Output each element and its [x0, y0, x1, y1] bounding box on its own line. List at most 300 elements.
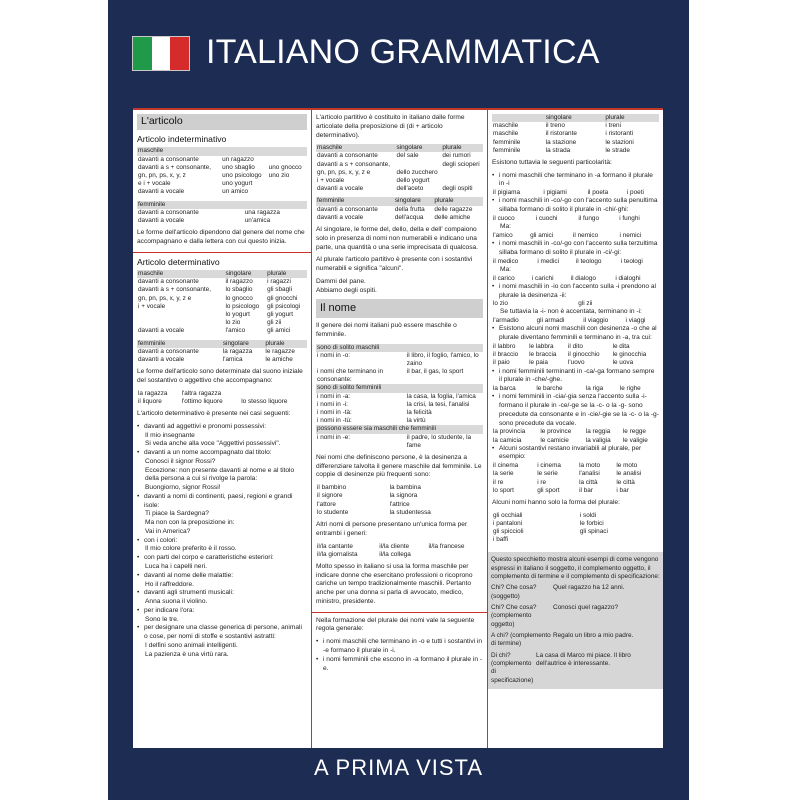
table-cell: la moto — [579, 462, 601, 470]
table-row — [137, 188, 307, 196]
complementi-example: Quel ragazzo ha 12 anni. — [553, 584, 625, 592]
table-cell: i cinema — [537, 462, 561, 470]
example-line: Si veda anche alla voce "Aggettivi possessivi". — [145, 440, 281, 448]
table-row — [492, 470, 659, 478]
table-row — [137, 319, 307, 327]
subheading-determinativo: Articolo determinativo — [137, 256, 220, 267]
table-cell: la riga — [585, 385, 604, 393]
complementi-question: Di chi? (complemento di specificazione) — [491, 651, 534, 684]
table-header-row — [316, 425, 483, 433]
table-cell — [441, 169, 483, 177]
table-row — [137, 217, 307, 225]
table-row — [492, 258, 659, 266]
table-indet-fem — [137, 201, 307, 226]
bullet-item: • i nomi maschili che terminano in -o e tutti i sostantivi in -e formano il plurale in -i. — [316, 638, 483, 656]
table-cell: femminile — [493, 146, 521, 154]
table-row — [137, 209, 307, 217]
table-cell — [492, 114, 545, 122]
table-cell: davanti a s + consonante, — [317, 160, 391, 168]
example-line: Dammi del pane. — [316, 277, 366, 285]
table-cell: le valigie — [622, 436, 648, 444]
table-cell: plurale — [264, 340, 307, 348]
table-header-row — [316, 144, 483, 152]
table-cell: l'altra ragazza — [181, 389, 222, 397]
solo-plural-intro: Alcuni nomi hanno solo la forma del plurale: — [492, 498, 620, 506]
note-det-usage: L'articolo determinativo è presente nei casi seguenti: — [137, 409, 291, 417]
example-line: Vai in America? — [145, 527, 191, 535]
table-row — [137, 286, 307, 294]
table-cell: gli armadi — [536, 317, 565, 325]
table-row — [492, 536, 659, 544]
italian-flag-icon — [132, 36, 190, 71]
table-cell: l'analisi — [579, 470, 600, 478]
note-det: Le forme dell'articolo sono determinate dal suono iniziale del sostantivo o aggettivo che accompagnano: — [137, 368, 303, 384]
table-cell: davanti a consonante — [138, 347, 199, 355]
divider — [133, 252, 311, 253]
table-cell: la crisi, la tesi, l'analisi — [406, 400, 470, 408]
table-row — [137, 180, 307, 188]
table-cell: il ginocchio — [568, 351, 600, 359]
table-cell: una ragazza — [244, 208, 280, 216]
complementi-question: Chi? Che cosa? (soggetto) — [491, 584, 537, 600]
column-articolo — [133, 110, 312, 748]
complementi-row — [491, 652, 660, 685]
table-cell: il re — [493, 478, 504, 486]
bullet-item: • i nomi maschili in -co/-go con l'accento sulla terzultima sillaba formano di solito il plurale in -ci/-gi: — [492, 240, 659, 258]
table-cell: l'attrice — [389, 500, 410, 508]
table-unica-pairs — [316, 543, 483, 559]
table-cell: la città — [579, 478, 598, 486]
table-header-row — [137, 147, 307, 155]
table-cell: gli amici — [530, 231, 554, 239]
table-cell: i viaggi — [625, 317, 646, 325]
table-row — [316, 185, 483, 193]
table-cell: la strada — [545, 146, 571, 154]
bullet-item: • con parti del corpo e caratteristiche esteriori: — [137, 554, 307, 563]
table-cell: il teologo — [575, 257, 602, 265]
bullet-item: • per designare una classe generica di persone, animali o cose, per nomi di stoffe e sostantivi astratti: — [137, 624, 307, 642]
table-row — [316, 206, 483, 214]
table-cell: i soldi — [579, 511, 597, 519]
complementi-row — [491, 632, 660, 649]
table-cell: la serie — [493, 470, 514, 478]
table-cell: le province — [540, 428, 572, 436]
table-cell: il braccio — [493, 351, 519, 359]
table-cell: uno psicologo — [222, 171, 262, 179]
table-row — [137, 303, 307, 311]
table-plurale-top — [492, 114, 659, 155]
table-cell: gli spiccioli — [493, 528, 524, 536]
table-cell: lo gnocco — [225, 294, 253, 302]
table-cell: singolare — [222, 340, 265, 348]
table-cell: i nomi in -a: — [317, 392, 351, 400]
complementi-example: Conosci quel ragazzo? — [553, 604, 619, 612]
table-row — [316, 214, 483, 222]
example-table — [492, 343, 659, 368]
table-cell: lo zio — [225, 319, 241, 327]
complementi-example: La casa di Marco mi piace. Il libro dell'autrice è interessante. — [536, 651, 631, 668]
table-row — [492, 122, 659, 130]
table-cell: femminile — [316, 197, 394, 205]
example-line: Anna suona il violino. — [145, 598, 208, 606]
table-cell: lo zio — [493, 300, 508, 308]
table-cell: il ristorante — [545, 130, 577, 138]
table-cell: il fungo — [578, 214, 600, 222]
table-row — [492, 520, 659, 528]
table-cell: davanti a vocale — [138, 327, 185, 335]
divider — [312, 612, 487, 613]
table-cell — [137, 319, 224, 327]
example-line: Luca ha i capelli neri. — [145, 563, 207, 570]
table-cell: il/la cantante — [317, 542, 353, 550]
table-cell — [268, 156, 307, 164]
complementi-row — [491, 604, 660, 629]
table-cell: il libro, il foglio, l'amico, lo zaino — [406, 351, 479, 367]
flag-white-stripe — [152, 37, 171, 70]
table-cell: la provincia — [493, 428, 526, 436]
table-row — [316, 417, 483, 425]
table-cell: il signore — [317, 492, 343, 500]
example-line: Ti piace la Sardegna? — [145, 510, 209, 518]
bullet-item: • i nomi maschili in -io con l'accento sulla -i prendono al plurale la desinenza -ii: — [492, 283, 659, 301]
table-row — [316, 484, 483, 492]
table-cell: dell'aceto — [396, 185, 424, 193]
content-panel — [133, 108, 663, 748]
partitivo-note-1: Al singolare, le forme del, dello, della e dell' compaiono solo in presenza di nomi non numerabili e indicano una parte, una quantità o una serie imprecisata di qualcosa. — [316, 225, 479, 251]
table-cell: delle ragazze — [434, 205, 473, 213]
table-cell: i nomi in -tù: — [317, 417, 352, 425]
table-cell: il treno — [545, 122, 565, 130]
table-cell: i cuochi — [535, 214, 558, 222]
table-row — [137, 327, 307, 335]
table-cell: il dialogo — [570, 274, 596, 282]
table-cell: il viaggio — [583, 317, 609, 325]
table-cell: il liquore — [138, 397, 162, 405]
table-header-row — [137, 340, 307, 348]
table-cell — [268, 180, 307, 188]
complementi-example: Regalo un libro a mio padre. — [553, 632, 634, 640]
example-line: Eccezione: non presente davanti al nome e al titolo della persona a cui si rivolge la parola: — [145, 466, 295, 483]
table-cell: davanti a vocale — [317, 213, 364, 221]
table-cell: davanti a consonante — [317, 152, 378, 160]
table-cell: uno zio — [268, 171, 290, 179]
table-cell: uno yogurt — [222, 180, 253, 188]
table-cell — [268, 147, 307, 155]
table-cell: maschile — [316, 144, 396, 152]
table-row — [137, 356, 307, 364]
table-cell: lo studente — [317, 508, 349, 516]
table-cell: il padre, lo studente, la fame — [406, 433, 472, 449]
table-cell: il/la collega — [379, 550, 411, 558]
section-title-nome: Il nome — [316, 299, 483, 318]
bullet-item: • con i colori: — [137, 537, 307, 546]
table-cell: le strade — [605, 146, 630, 154]
table-cell: il dito — [568, 342, 583, 350]
table-cell: i bar — [616, 486, 629, 494]
table-cell: degli scioperi — [442, 160, 480, 168]
table-cell: gli zii — [267, 319, 282, 327]
complementi-rows — [491, 584, 660, 685]
table-det-examples — [137, 390, 307, 406]
table-cell: e i + vocale — [138, 180, 171, 188]
table-header-row — [316, 344, 483, 352]
table-cell: le stazioni — [605, 138, 634, 146]
table-cell: la stazione — [545, 138, 577, 146]
table-cell: davanti a vocale — [138, 188, 185, 196]
grammar-sheet — [108, 0, 689, 800]
section-title-articolo: L'articolo — [137, 114, 307, 130]
table-row — [137, 348, 307, 356]
table-header-row — [137, 201, 307, 209]
table-cell: lo yogurt — [225, 310, 250, 318]
table-cell: i dialoghi — [615, 274, 641, 282]
table-cell: singolare — [396, 144, 442, 152]
table-row — [316, 169, 483, 177]
table-row — [316, 152, 483, 160]
example-line: La pazienza è una virtù rara. — [145, 650, 229, 658]
table-cell: gli yogurt — [267, 310, 294, 318]
table-cell: gn, pn, ps, x, y, z — [138, 171, 186, 179]
example-line: Abbiamo degli ospiti. — [316, 286, 377, 294]
table-cell: della frutta — [394, 205, 425, 213]
table-cell: possono essere sia maschili che femminili — [316, 425, 483, 433]
table-cell: davanti a vocale — [138, 216, 185, 224]
table-row — [137, 390, 307, 398]
table-cell: le braccia — [529, 351, 557, 359]
column-partitivo-nome — [312, 110, 488, 748]
table-row — [316, 409, 483, 417]
table-row — [137, 295, 307, 303]
bullet-item: • i nomi femminili che escono in -a formano il plurale in -e. — [316, 656, 483, 674]
table-cell: davanti a vocale — [138, 355, 185, 363]
bullet-item: • Alcuni sostantivi restano invariabili al plurale, per esempio: — [492, 445, 659, 463]
table-cell: singolare — [394, 197, 434, 205]
table-row — [492, 528, 659, 536]
table-cell: gli occhiali — [493, 511, 523, 519]
example-table — [492, 215, 659, 223]
table-row — [137, 398, 307, 406]
table-row — [492, 512, 659, 520]
table-row — [137, 156, 307, 164]
table-cell: del sale — [396, 152, 419, 160]
table-cell: il bar — [579, 486, 593, 494]
example-table — [492, 189, 659, 197]
table-row — [492, 232, 659, 240]
table-cell: un ragazzo — [222, 155, 254, 163]
table-row — [137, 172, 307, 180]
complementi-box — [488, 552, 663, 689]
example-table — [492, 232, 659, 240]
table-cell: gli amici — [267, 327, 291, 335]
table-cell: la reggia — [585, 428, 611, 436]
table-solo-plural — [492, 512, 659, 545]
table-row — [492, 275, 659, 283]
table-defin-pairs — [316, 484, 483, 517]
table-cell: gli zii — [578, 300, 593, 308]
example-line: Il mio colore preferito è il rosso. — [145, 545, 237, 553]
example-table — [492, 317, 659, 325]
table-cell: le serie — [537, 470, 558, 478]
table-cell: le analisi — [616, 470, 642, 478]
flag-green-stripe — [133, 37, 152, 70]
table-cell: lo stesso liquore — [241, 397, 288, 405]
bullet-item: • davanti al nome delle malattie: — [137, 572, 307, 581]
table-cell: il/la giornalista — [317, 550, 358, 558]
table-cell: la valigia — [585, 436, 611, 444]
example-line: Buongiorno, signor Rossi! — [145, 484, 221, 492]
table-header-row — [316, 384, 483, 392]
table-cell: l'armadio — [493, 317, 519, 325]
table-cell: la casa, la foglia, l'amica — [406, 392, 476, 400]
table-cell: sono di solito femminili — [316, 384, 483, 392]
table-row — [492, 479, 659, 487]
table-cell: i ragazzi — [267, 278, 291, 286]
table-row — [316, 161, 483, 169]
bullet-item: • i nomi femminili terminanti in -ca/-ga formano sempre il plurale in -che/-ghe. — [492, 368, 659, 386]
table-cell: degli ospiti — [442, 185, 473, 193]
table-cell: femminile — [137, 340, 222, 348]
footer-title: A PRIMA VISTA — [313, 755, 484, 780]
unica-note: Altri nomi di persone presentano un'unica forma per entrambi i generi: — [316, 520, 468, 537]
table-cell: i treni — [605, 122, 622, 130]
table-row — [316, 434, 483, 450]
table-cell: gn, pn, ps, x, y, z e — [317, 168, 371, 176]
bullet-item: • davanti ad aggettivi e pronomi possessivi: — [137, 423, 307, 432]
note-indet: Le forme dell'articolo dipendono dal genere del nome che accompagnano e dalla lettera con cui questo inizia. — [137, 229, 305, 245]
page-title: ITALIANO GRAMMATICA — [206, 33, 600, 71]
table-cell: gn, pn, ps, x, y, z e — [138, 294, 192, 302]
table-row — [316, 509, 483, 517]
table-cell: il bambino — [317, 484, 347, 492]
table-row — [137, 164, 307, 172]
table-row — [316, 492, 483, 500]
table-cell: i pantaloni — [493, 519, 523, 527]
table-cell: i nomi in -tà: — [317, 409, 352, 416]
table-cell: i nomi in -i: — [317, 400, 348, 408]
table-row — [316, 551, 483, 559]
list-particolarita — [492, 159, 659, 495]
table-header-row — [316, 197, 483, 205]
table-cell: il paio — [493, 359, 510, 367]
table-row — [492, 139, 659, 147]
table-cell: davanti a consonante — [138, 278, 199, 286]
partitivo-intro: L'articolo partitivo è costituito in italiano dalle forme articolate della preposizione di (di + articolo determinativo). — [316, 114, 465, 139]
table-cell: la camicia — [493, 436, 522, 444]
table-cell — [137, 311, 224, 319]
table-cell: la virtù — [406, 417, 426, 425]
table-cell: il cuoco — [493, 214, 515, 222]
table-row — [316, 393, 483, 401]
table-cell: la studentessa — [389, 508, 431, 516]
table-det-masc — [137, 270, 307, 336]
maschile-note: Molto spesso in italiano si usa la forma maschile per indicare donne che esercitano professioni o ricoprono cariche un tempo tradizionalmente maschili. Pertanto anche per una donna si parla di avvocato, medico, ministro, presidente. — [316, 562, 473, 605]
table-cell: maschile — [137, 270, 224, 278]
table-cell: il nemico — [572, 231, 599, 239]
table-cell: la ragazza — [222, 347, 253, 355]
column-plurale — [488, 110, 663, 748]
table-cell: le moto — [616, 462, 638, 470]
table-cell: i nomi in -e: — [317, 433, 351, 441]
table-cell: i + vocale — [138, 302, 166, 310]
table-row — [492, 437, 659, 445]
table-cell — [579, 536, 659, 544]
table-cell: lo sbaglio — [225, 286, 253, 294]
table-cell: la ragazza — [138, 389, 168, 397]
table-cell: le dita — [612, 342, 630, 350]
table-cell: dell'acqua — [394, 213, 424, 221]
table-cell: il/la francese — [428, 542, 465, 550]
table-cell — [441, 177, 483, 185]
table-cell: i re — [537, 478, 547, 486]
bullet-item: • i nomi femminili in -cia/-gia senza l'accento sulla -i- formano il plurale in -ce/-ge se la -c- o la -g- sono precedute da consonante e in -cie/-gie se la -c- o la -g- sono precedute da vocale. — [492, 393, 659, 428]
table-cell: il poeta — [587, 189, 609, 197]
table-row — [492, 351, 659, 359]
table-cell — [268, 188, 307, 196]
list-det-usage — [137, 423, 307, 660]
plurale-intro: Nella formazione del plurale dei nomi vale la seguente regola generale: — [316, 616, 475, 633]
table-row — [492, 359, 659, 367]
table-cell: il/la cliente — [379, 542, 410, 550]
table-cell: le uova — [612, 359, 634, 367]
table-row — [316, 368, 483, 384]
table-cell: le regge — [622, 428, 646, 436]
complementi-question: A chi? (complemento di termine) — [491, 632, 551, 648]
table-part-fem — [316, 197, 483, 222]
example-table — [492, 300, 659, 308]
table-part-masc — [316, 144, 483, 193]
table-cell: dello zucchero — [396, 168, 438, 176]
flag-red-stripe — [170, 37, 189, 70]
table-cell: lo sport — [493, 486, 514, 494]
table-cell: il ragazzo — [225, 278, 253, 286]
bullet-item: • i nomi maschili in -co/-go con l'accento sulla penultima sillaba formano di solito il plurale in -chi/-ghi: — [492, 197, 659, 215]
table-row — [492, 215, 659, 223]
table-cell: davanti a consonante — [138, 208, 199, 216]
example-table — [492, 275, 659, 283]
table-row — [316, 177, 483, 185]
table-cell: davanti a s + consonante, — [138, 286, 212, 294]
table-cell: la bambina — [389, 484, 421, 492]
table-cell: l'attore — [317, 500, 336, 508]
table-cell: plurale — [266, 270, 307, 278]
table-cell: i pigiami — [543, 189, 567, 197]
table-cell: i teologi — [620, 257, 643, 265]
example-table — [492, 385, 659, 393]
table-cell: gli sbagli — [267, 286, 292, 294]
table-row — [492, 385, 659, 393]
table-cell: le paia — [529, 359, 548, 367]
bullet-item: • Esistono alcuni nomi maschili con desinenza -o che al plurale diventano femminili e terminano in -a, tra cui: — [492, 325, 659, 343]
table-cell: il pigiama — [493, 189, 520, 197]
example-table — [492, 428, 659, 444]
table-cell: un amico — [222, 188, 249, 196]
partitivo-examples — [316, 278, 483, 296]
table-row — [316, 543, 483, 551]
complementi-row — [491, 584, 660, 601]
table-cell: le città — [616, 478, 635, 486]
table-cell: la felicità — [406, 409, 432, 416]
example-line: Sono le tre. — [145, 615, 179, 623]
bullet-item: • davanti agli strumenti musicali: — [137, 589, 307, 598]
table-cell: i funghi — [619, 214, 640, 222]
table-cell: davanti a consonante — [138, 155, 199, 163]
table-cell: gli sport — [537, 486, 560, 494]
example-line: Il mio insegnante — [145, 431, 195, 439]
table-cell: un'amica — [244, 216, 271, 224]
table-row — [492, 189, 659, 197]
table-row — [316, 401, 483, 409]
table-row — [137, 311, 307, 319]
